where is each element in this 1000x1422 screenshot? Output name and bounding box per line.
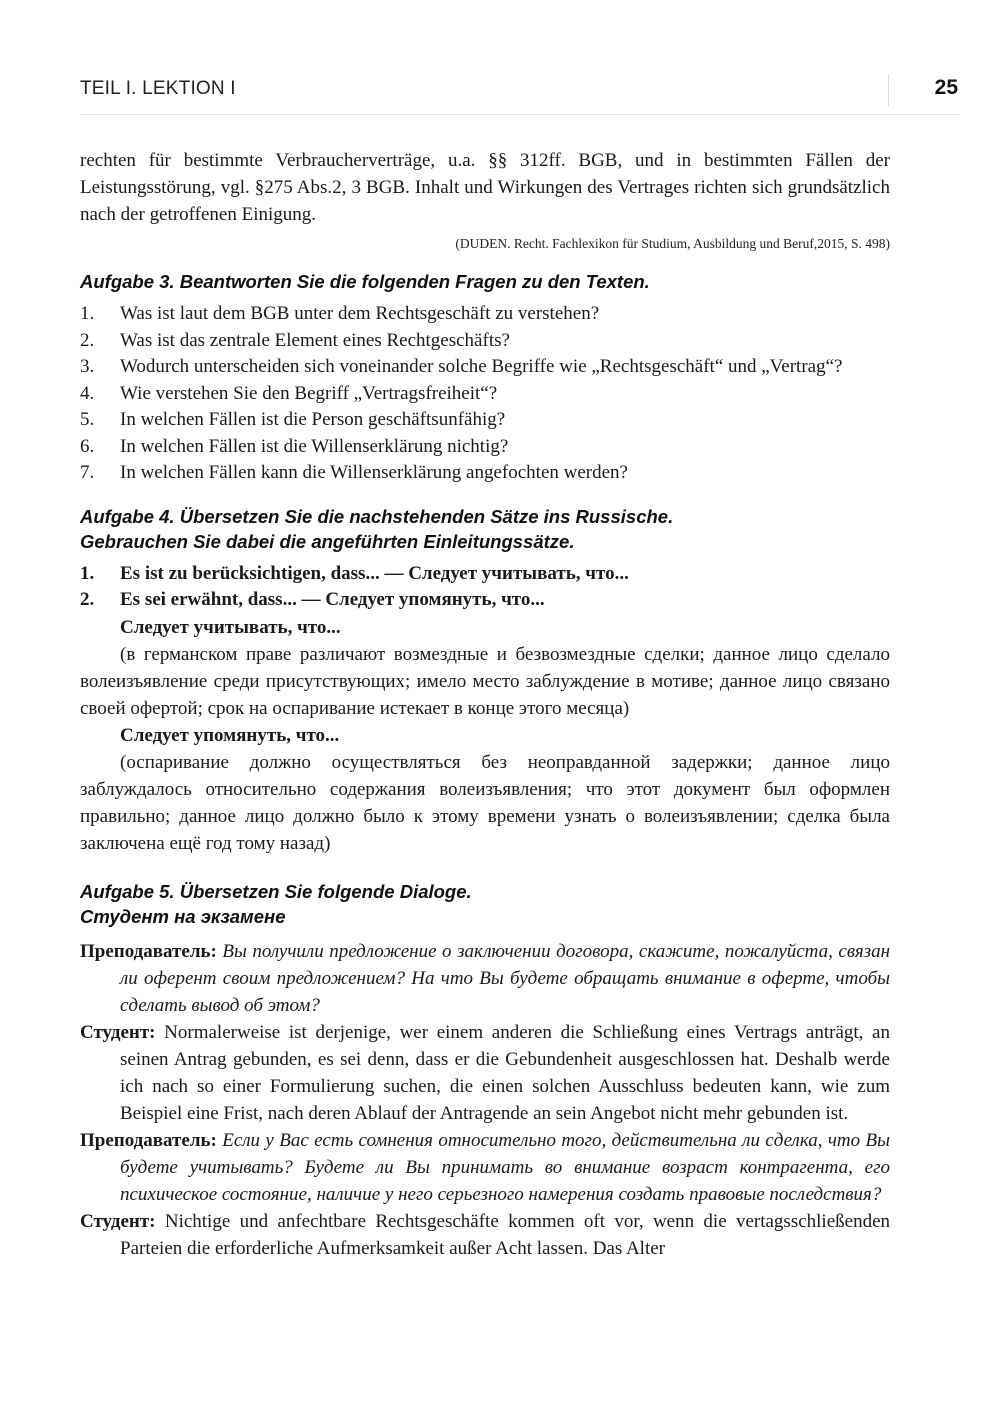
dialog-turn xyxy=(80,1127,890,1208)
dialog xyxy=(80,938,890,1262)
item-text: Was ist das zentrale Element eines Rechtgeschäfts? xyxy=(120,329,510,351)
item-text: Es ist zu berücksichtigen, dass... — Следует учитывать, что... xyxy=(120,562,629,584)
source-citation: (DUDEN. Recht. Fachlexikon für Studium, Ausbildung und Beruf,2015, S. 498) xyxy=(455,236,890,251)
running-title: TEIL I. LEKTION I xyxy=(80,78,236,99)
block2-text: (оспаривание должно осуществляться без неоправданной задержки; данное лицо заблуждалось относительно содержания волеизъявления; что этот документ был оформлен правильно; данное лицо должно было к этому времени узнать о волеизъявлении; сделка была заключена ещё год тому назад) xyxy=(80,751,890,854)
utterance: Если у Вас есть сомнения относительно того, действительна ли сделка, что Вы будете учитывать? Будете ли Вы принимать во внимание возраст контрагента, его психическое состояние, наличие у него серьезного намерения создать правовые последствия? xyxy=(120,1129,890,1205)
list-item xyxy=(80,561,890,588)
aufgabe5-title: Aufgabe 5. Übersetzen Sie folgende Dialoge. xyxy=(80,880,472,902)
speaker-label: Преподаватель: xyxy=(80,1129,217,1151)
dialog-turn xyxy=(80,1208,890,1262)
page-number: 25 xyxy=(934,76,958,99)
aufgabe5-subtitle: Студент на экзамене xyxy=(80,905,286,927)
aufgabe4-phrase-list xyxy=(80,561,890,614)
utterance: Вы получили предложение о заключении договора, скажите, пожалуйста, связан ли оферент своим предложением? На что Вы будете обращать внимание в оферте, чтобы сделать вывод об этом? xyxy=(120,940,891,1016)
page-header xyxy=(80,74,960,115)
page-content xyxy=(80,147,890,1262)
utterance: Normalerweise ist derjenige, wer einem anderen die Schließung eines Vertrags anträgt, an seinen Antrag gebunden, es sei denn, dass er die Gebundenheit ausgeschlossen hat. Deshalb werde ich nach so einer Formulierung suchen, die einen solchen Ausschluss bedeuten kann, wie zum Beispiel eine Frist, nach deren Ablauf der Antragende an sein Angebot nicht mehr gebunden ist. xyxy=(120,1021,890,1124)
speaker-label: Студент: xyxy=(80,1210,156,1232)
dialog-turn xyxy=(80,938,890,1019)
list-item xyxy=(80,434,890,461)
item-number: 1. xyxy=(80,562,95,584)
item-number: 4. xyxy=(80,382,95,404)
aufgabe3-question-list xyxy=(80,301,890,487)
item-text: In welchen Fällen ist die Person geschäftsunfähig? xyxy=(120,409,506,430)
item-number: 3. xyxy=(80,356,95,377)
list-item xyxy=(80,328,890,355)
block1-heading: Следует учитывать, что... xyxy=(120,616,341,638)
item-text: Was ist laut dem BGB unter dem Rechtsgeschäft zu verstehen? xyxy=(120,303,600,324)
item-number: 5. xyxy=(80,409,95,430)
aufgabe3-title: Aufgabe 3. Beantworten Sie die folgenden Fragen zu den Texten. xyxy=(80,271,650,292)
item-text: Wodurch unterscheiden sich voneinander solche Begriffe wie „Rechtsgeschäft“ und „Vertrag“? xyxy=(120,356,843,377)
list-item xyxy=(80,301,890,328)
speaker-label: Преподаватель: xyxy=(80,940,217,962)
item-text: In welchen Fällen kann die Willenserklärung angefochten werden? xyxy=(120,462,628,483)
utterance: Nichtige und anfechtbare Rechtsgeschäfte kommen oft vor, wenn die vertagsschließenden Parteien die erforderliche Aufmerksamkeit außer Acht lassen. Das Alter xyxy=(120,1210,891,1259)
item-number: 2. xyxy=(80,329,95,351)
block1-text: (в германском праве различают возмездные и безвозмездные сделки; данное лицо сделало волеизъявление среди присутствующих; имело место заблуждение в мотиве; данное лицо связано своей офертой; срок на оспаривание истекает в конце этого месяца) xyxy=(80,643,890,719)
list-item xyxy=(80,407,890,434)
item-text: In welchen Fällen ist die Willenserklärung nichtig? xyxy=(120,435,509,457)
item-number: 2. xyxy=(80,589,95,610)
speaker-label: Студент: xyxy=(80,1021,156,1043)
list-item xyxy=(80,381,890,408)
item-text: Es sei erwähnt, dass... — Следует упомянуть, что... xyxy=(120,589,545,610)
item-number: 7. xyxy=(80,462,95,483)
item-number: 6. xyxy=(80,435,95,457)
list-item xyxy=(80,354,890,381)
item-text: Wie verstehen Sie den Begriff „Vertragsfreiheit“? xyxy=(120,382,498,404)
header-divider xyxy=(888,74,889,106)
intro-paragraph: rechten für bestimmte Verbraucherverträge, u.a. §§ 312ff. BGB, und in bestimmten Fällen der Leistungsstörung, vgl. §275 Abs.2, 3 BGB. Inhalt und Wirkungen des Vertrages richten sich grundsätzlich nach der getroffenen Einigung. xyxy=(80,150,890,225)
dialog-turn xyxy=(80,1019,890,1127)
aufgabe4-title-line1: Aufgabe 4. Übersetzen Sie die nachstehenden Sätze ins Russische. xyxy=(80,505,674,527)
block2-heading: Следует упомянуть, что... xyxy=(120,724,340,746)
item-number: 1. xyxy=(80,303,95,324)
list-item xyxy=(80,587,890,614)
aufgabe4-title-line2: Gebrauchen Sie dabei die angeführten Einleitungssätze. xyxy=(80,530,575,552)
list-item xyxy=(80,460,890,487)
